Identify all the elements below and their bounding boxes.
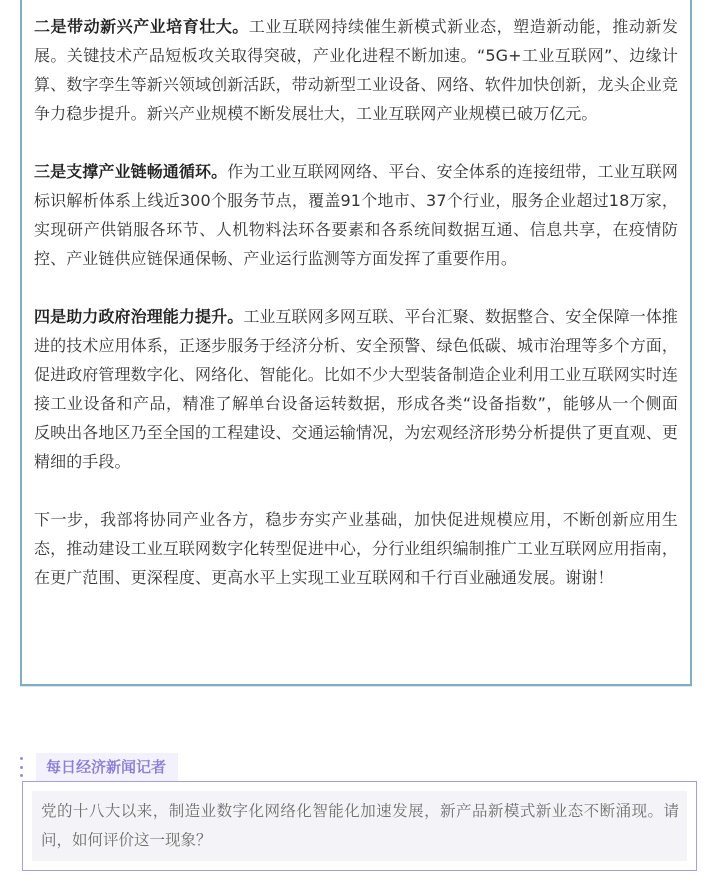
dots-icon: [20, 757, 26, 777]
paragraph-body: 作为工业互联网网络、平台、安全体系的连接纽带，工业互联网标识解析体系上线近300个服务节点，覆盖91个地市、37个行业，服务企业超过18万家，实现研产供销服各环节、人机物料法环各要素和各系统间数据互通、信息共享，在疫情防控、产业链供应链保通保畅、产业运行监测等方面发挥了重要作用。: [34, 162, 679, 268]
paragraph-body: 工业互联网多网互联、平台汇聚、数据整合、安全保障一体推进的技术应用体系，正逐步服务于经济分析、安全预警、绿色低碳、城市治理等多个方面，促进政府管理数字化、网络化、智能化。比如不少大型装备制造企业利用工业互联网实时连接工业设备和产品，精准了解单台设备运转数据，形成各类“设备指数”，能够从一个侧面反映出各地区乃至全国的工程建设、交通运输情况，为宏观经济形势分析提供了更直观、更精细的手段。: [34, 307, 679, 471]
answer-paragraph: [34, 12, 678, 128]
paragraph-lead: 四是助力政府治理能力提升。: [34, 307, 244, 326]
question-box: [22, 781, 697, 871]
paragraph-lead: 三是支撑产业链畅通循环。: [34, 162, 228, 181]
answer-paragraph: [34, 302, 678, 476]
answer-paragraph: [34, 157, 678, 273]
paragraph-lead: 二是带动新兴产业培育壮大。: [34, 17, 249, 36]
question-text: 党的十八大以来，制造业数字化网络化智能化加速发展，新产品新模式新业态不断涌现。请问，如何评价这一现象？: [32, 791, 687, 861]
reporter-label: 每日经济新闻记者: [36, 753, 178, 781]
answer-card: [20, 0, 692, 686]
answer-paragraph: [34, 505, 678, 592]
paragraph-body: 工业互联网持续催生新模式新业态，塑造新动能，推动新发展。关键技术产品短板攻关取得突破，产业化进程不断加速。“5G+工业互联网”、边缘计算、数字孪生等新兴领域创新活跃，带动新型工业设备、网络、软件加快创新，龙头企业竞争力稳步提升。新兴产业规模不断发展壮大，工业互联网产业规模已破万亿元。: [34, 17, 679, 123]
reporter-tag: [20, 753, 178, 781]
paragraph-body: 下一步，我部将协同产业各方，稳步夯实产业基础，加快促进规模应用，不断创新应用生态，推动建设工业互联网数字化转型促进中心，分行业组织编制推广工业互联网应用指南，在更广范围、更深程度、更高水平上实现工业互联网和千行百业融通发展。谢谢！: [34, 510, 679, 587]
answer-content: [34, 12, 678, 592]
